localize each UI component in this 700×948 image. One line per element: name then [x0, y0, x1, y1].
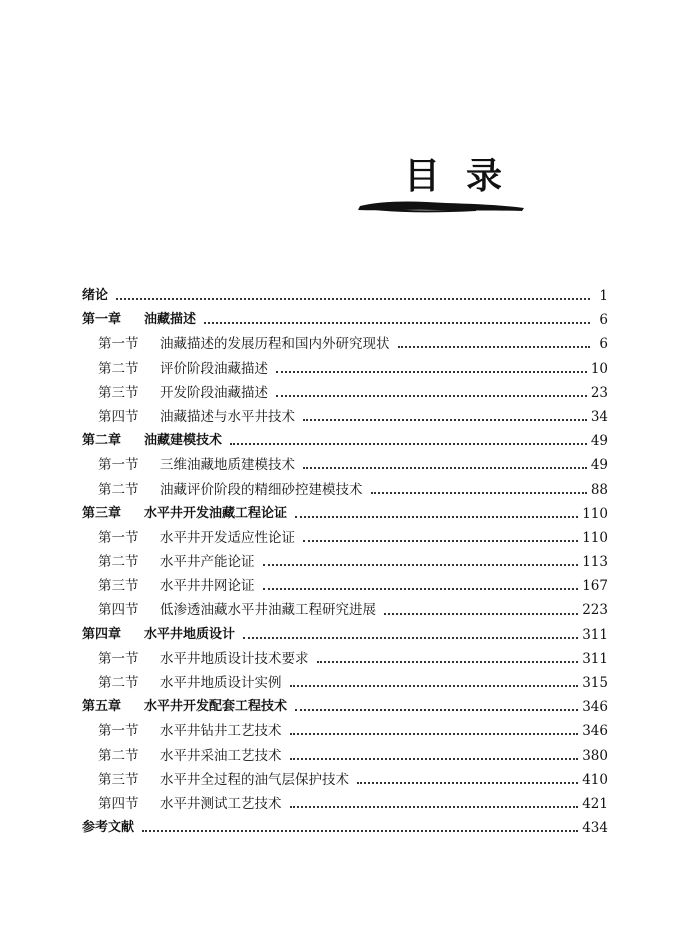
toc-entry-number: 第一章: [82, 312, 122, 328]
toc-entry-number: 第二章: [82, 433, 122, 449]
toc-entry-title: 评价阶段油藏描述: [160, 360, 268, 377]
dot-leader: [303, 419, 587, 421]
dot-leader: [290, 685, 579, 687]
toc-page-number: 315: [582, 675, 608, 691]
toc-page-number: 34: [590, 408, 608, 425]
toc-page-number: 49: [590, 457, 608, 474]
toc-entry-title: 油藏建模技术: [144, 433, 223, 449]
toc-entry-title: 水平井采油工艺技术: [160, 747, 282, 764]
toc-page-number: 110: [582, 529, 608, 546]
toc-entry-number: 第四章: [82, 626, 122, 642]
dot-leader: [290, 758, 579, 760]
toc-section-row: [82, 478, 608, 502]
table-of-contents: [82, 284, 608, 840]
toc-entry-number: 第四节: [98, 408, 139, 425]
dot-leader: [276, 371, 587, 373]
dot-leader: [357, 782, 578, 784]
toc-entry-title: 水平井开发配套工程技术: [144, 699, 288, 715]
toc-section-row: [82, 719, 608, 743]
dot-leader: [290, 806, 579, 808]
toc-entry-number: 绪论: [82, 288, 109, 303]
toc-entry-number: 第一节: [98, 457, 139, 474]
dot-leader: [398, 346, 591, 348]
dot-leader: [243, 637, 578, 639]
toc-chapter-row: [82, 816, 608, 840]
dot-leader: [295, 516, 578, 518]
toc-page-number: 110: [582, 505, 608, 522]
toc-entry-title: 水平井钻井工艺技术: [160, 723, 282, 740]
toc-entry-number: 第三节: [98, 771, 139, 788]
toc-section-row: [82, 357, 608, 381]
toc-page-number: 10: [590, 360, 608, 377]
dot-leader: [290, 733, 579, 735]
brush-stroke-underline: [356, 196, 526, 216]
toc-page-number: 167: [582, 578, 608, 595]
toc-section-row: [82, 792, 608, 816]
toc-entry-title: 油藏描述的发展历程和国内外研究现状: [160, 336, 390, 353]
toc-page-number: 113: [582, 554, 608, 571]
toc-chapter-row: [82, 284, 608, 308]
toc-chapter-row: [82, 695, 608, 719]
toc-entry-number: 第四节: [98, 795, 139, 812]
page-title: 目录: [404, 155, 529, 197]
toc-entry-title: 低渗透油藏水平井油藏工程研究进展: [160, 602, 376, 619]
toc-entry-number: 第三节: [98, 578, 139, 595]
toc-entry-title: 水平井产能论证: [160, 554, 255, 571]
toc-section-row: [82, 598, 608, 622]
toc-entry-number: 第一节: [98, 529, 139, 546]
toc-entry-title: 油藏描述: [144, 312, 197, 328]
toc-page-number: 311: [582, 626, 608, 643]
toc-page-number: 346: [582, 699, 608, 716]
toc-page-number: 311: [582, 650, 608, 667]
dot-leader: [295, 709, 578, 711]
dot-leader: [276, 395, 587, 397]
toc-entry-title: 开发阶段油藏描述: [160, 384, 268, 401]
toc-entry-title: 水平井开发适应性论证: [160, 529, 295, 546]
toc-section-row: [82, 671, 608, 695]
toc-entry-number: 第二节: [98, 675, 139, 691]
dot-leader: [317, 661, 579, 663]
dot-leader: [116, 298, 590, 300]
toc-entry-title: 水平井地质设计实例: [160, 675, 282, 691]
dot-leader: [371, 492, 587, 494]
toc-entry-number: 第二节: [98, 554, 139, 571]
toc-chapter-row: [82, 308, 608, 332]
toc-page-number: 434: [582, 820, 608, 837]
toc-chapter-row: [82, 429, 608, 453]
toc-entry-title: 水平井地质设计: [144, 626, 236, 642]
toc-section-row: [82, 381, 608, 405]
toc-entry-number: 第一节: [98, 650, 139, 667]
toc-entry-number: 第四节: [98, 602, 139, 619]
toc-entry-number: 第二节: [98, 747, 139, 764]
toc-page-number: 421: [582, 795, 608, 812]
toc-page-number: 410: [582, 771, 608, 788]
toc-entry-number: 第三节: [98, 384, 139, 401]
toc-page-number: 6: [599, 336, 608, 353]
toc-section-row: [82, 744, 608, 768]
toc-section-row: [82, 405, 608, 429]
toc-chapter-row: [82, 502, 608, 526]
toc-entry-title: 水平井测试工艺技术: [160, 795, 282, 812]
toc-entry-number: 第一节: [98, 336, 139, 353]
toc-entry-title: 水平井全过程的油气层保护技术: [160, 771, 349, 788]
toc-section-row: [82, 647, 608, 671]
toc-section-row: [82, 453, 608, 477]
dot-leader: [230, 443, 587, 445]
toc-entry-number: 第二节: [98, 360, 139, 377]
toc-entry-number: 第一节: [98, 723, 139, 740]
toc-section-row: [82, 768, 608, 792]
dot-leader: [303, 540, 578, 542]
toc-entry-title: 油藏评价阶段的精细砂控建模技术: [160, 481, 363, 498]
toc-page-number: 23: [590, 384, 608, 401]
toc-entry-title: 油藏描述与水平井技术: [160, 408, 295, 425]
dot-leader: [142, 830, 578, 832]
toc-section-row: [82, 526, 608, 550]
toc-page-number: 380: [582, 747, 608, 764]
title-block: [356, 150, 536, 220]
toc-section-row: [82, 550, 608, 574]
dot-leader: [263, 564, 579, 566]
toc-entry-number: 第二节: [98, 481, 139, 498]
toc-entry-title: 三维油藏地质建模技术: [160, 457, 295, 474]
toc-page-number: 223: [582, 602, 608, 619]
dot-leader: [303, 467, 587, 469]
toc-entry-number: 第五章: [82, 699, 122, 715]
toc-page-number: 49: [590, 433, 608, 450]
toc-entry-number: 第三章: [82, 505, 122, 521]
toc-entry-number: 参考文献: [82, 820, 135, 836]
dot-leader: [384, 613, 578, 615]
toc-page-number: 346: [582, 723, 608, 740]
toc-page-number: 6: [599, 312, 608, 329]
toc-section-row: [82, 332, 608, 356]
toc-section-row: [82, 574, 608, 598]
toc-entry-title: 水平井地质设计技术要求: [160, 650, 309, 667]
toc-entry-title: 水平井开发油藏工程论证: [144, 505, 288, 521]
toc-page-number: 88: [590, 481, 608, 498]
dot-leader: [263, 588, 579, 590]
dot-leader: [204, 322, 590, 324]
toc-entry-title: 水平井井网论证: [160, 578, 255, 595]
toc-page-number: 1: [599, 288, 608, 304]
toc-chapter-row: [82, 623, 608, 647]
